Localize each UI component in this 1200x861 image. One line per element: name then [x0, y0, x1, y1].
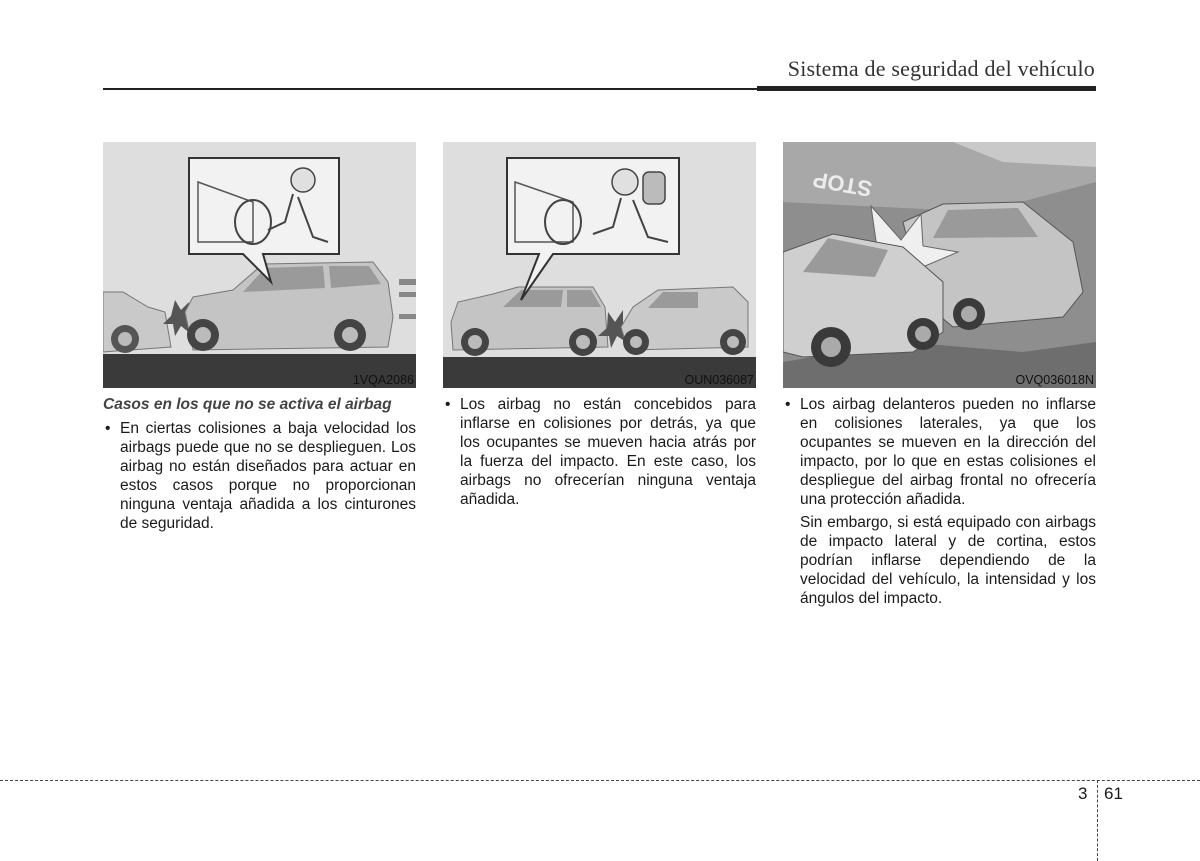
column-left [103, 395, 416, 533]
side-airbag-paragraph: Sin embargo, si está equipado con airbags de impacto lateral y de cortina, estos podrían inflarse dependiendo de la velocidad del vehículo, la intensidad y los ángulos del impacto. [800, 514, 1096, 607]
figure-code: OVQ036018N [1015, 373, 1094, 387]
bullet-rear-collision: • Los airbag no están concebidos para inflarse en colisiones por detrás, ya que los ocupantes se mueven hacia atrás por la fuerza del impacto. En este caso, los airbags no ofrecerían ninguna ventaja añadida. [443, 395, 756, 509]
side-collision-illustration [783, 142, 1096, 388]
figure-code: 1VQA2086 [352, 373, 414, 387]
bullet-low-speed: • En ciertas colisiones a baja velocidad los airbags puede que no se desplieguen. Los airbag no están diseñados para actuar en estos casos porque no proporcionan ninguna ventaja añadida a los cinturones de seguridad. [103, 419, 416, 533]
bullet-side-collision: • Los airbag delanteros pueden no inflarse en colisiones laterales, ya que los ocupantes se mueven en la dirección del impacto, por lo que en estas colisiones el despliegue del airbag frontal no ofrecería una protección añadida. [783, 395, 1096, 509]
page-number: 61 [1104, 784, 1123, 803]
section-heading: Casos en los que no se activa el airbag [103, 396, 392, 413]
header-rule-accent [757, 86, 1096, 91]
column-right [783, 395, 1096, 608]
footer-dashed-divider [1097, 780, 1098, 861]
road-stop-text: STOP [810, 166, 874, 202]
chapter-number: 3 [1078, 784, 1088, 803]
rear-collision-illustration [443, 142, 756, 388]
figure-low-speed-collision [103, 142, 416, 388]
figure-side-collision [783, 142, 1096, 388]
footer-dashed-rule [0, 780, 1200, 781]
figure-rear-collision [443, 142, 756, 388]
page-header-title: Sistema de seguridad del vehículo [787, 56, 1095, 81]
column-middle [443, 395, 756, 509]
figure-code: OUN036087 [684, 373, 754, 387]
low-speed-collision-illustration [103, 142, 416, 388]
